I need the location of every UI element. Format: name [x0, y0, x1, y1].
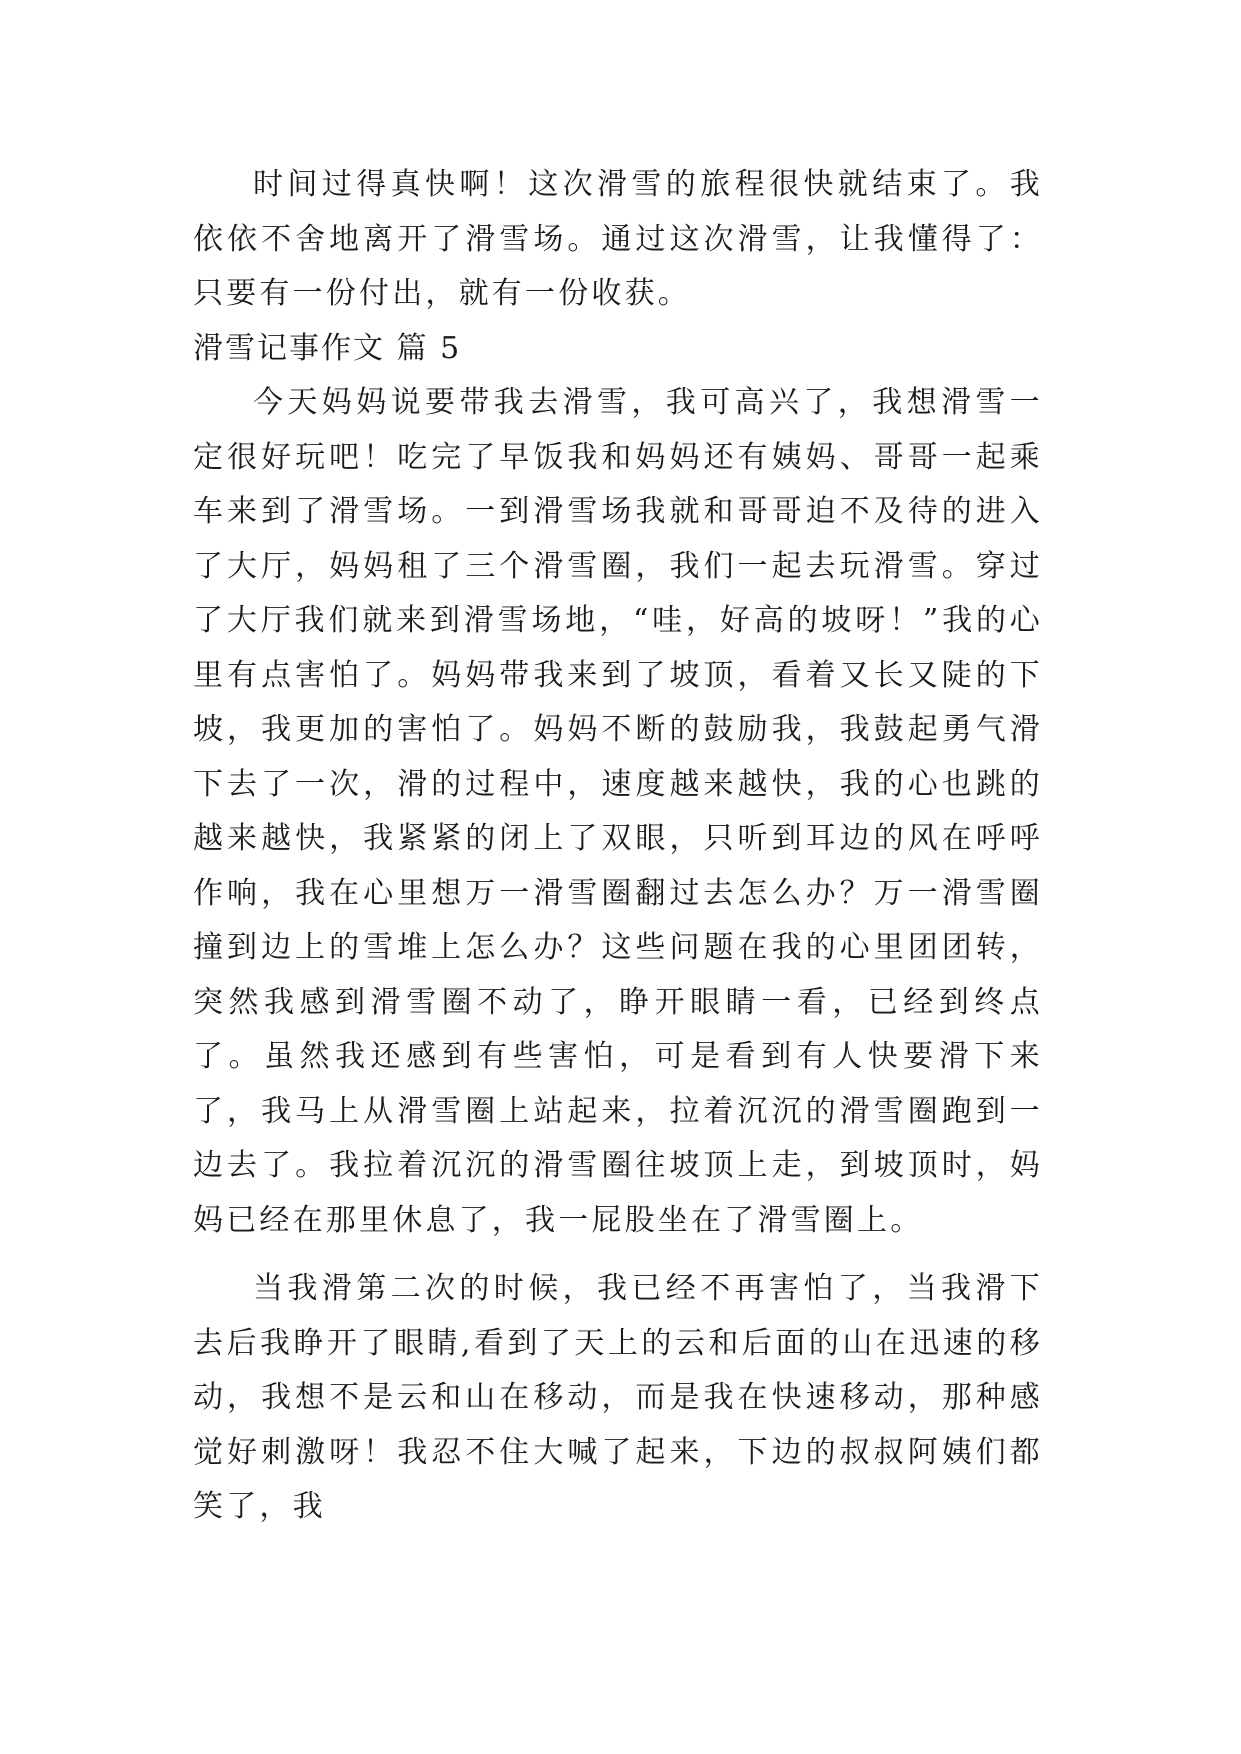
- paragraph-closing-section-4: 时间过得真快啊！这次滑雪的旅程很快就结束了。我依依不舍地离开了滑雪场。通过这次滑雪，让我懂得了：只要有一份付出，就有一份收获。: [193, 167, 1043, 311]
- paragraph-section-5-first: 今天妈妈说要带我去滑雪，我可高兴了，我想滑雪一定很好玩吧！吃完了早饭我和妈妈还有姨妈、哥哥一起乘车来到了滑雪场。一到滑雪场我就和哥哥迫不及待的进入了大厅，妈妈租了三个滑雪圈，我们一起去玩滑雪。穿过了大厅我们就来到滑雪场地，“哇，好高的坡呀！”我的心里有点害怕了。妈妈带我来到了坡顶，看着又长又陡的下坡，我更加的害怕了。妈妈不断的鼓励我，我鼓起勇气滑下去了一次，滑的过程中，速度越来越快，我的心也跳的越来越快，我紧紧的闭上了双眼，只听到耳边的风在呼呼作响，我在心里想万一滑雪圈翻过去怎么办？万一滑雪圈撞到边上的雪堆上怎么办？这些问题在我的心里团团转，突然我感到滑雪圈不动了，睁开眼睛一看，已经到终点了。虽然我还感到有些害怕，可是看到有人快要滑下来了，我马上从滑雪圈上站起来，拉着沉沉的滑雪圈跑到一边去了。我拉着沉沉的滑雪圈往坡顶上走，到坡顶时，妈妈已经在那里休息了，我一屁股坐在了滑雪圈上。: [193, 385, 1043, 1238]
- paragraph-section-5-second: 当我滑第二次的时候，我已经不再害怕了，当我滑下去后我睁开了眼睛,看到了天上的云和后面的山在迅速的移动，我想不是云和山在移动，而是我在快速移动，那种感觉好刺激呀！我忍不住大喊了起来，下边的叔叔阿姨们都笑了，我: [193, 1271, 1043, 1524]
- section-heading: 滑雪记事作文 篇 5: [193, 330, 462, 366]
- text-body: [193, 158, 1043, 1535]
- paragraph-spacer: [193, 1248, 1043, 1262]
